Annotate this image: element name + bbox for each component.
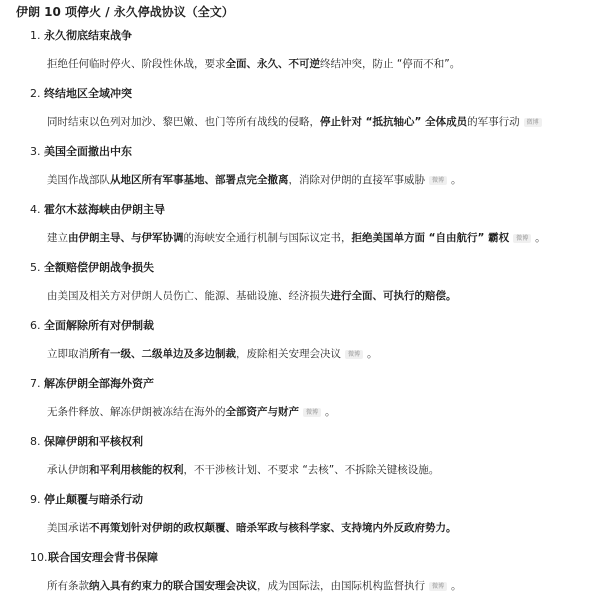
item-body-text: 同时结束以色列对加沙、黎巴嫩、也门等所有战线的侵略， [47, 116, 320, 128]
item-body-bold-text: 全面、永久、不可逆 [225, 58, 320, 70]
item-body-bold-text: 全部资产与财产 [225, 406, 299, 418]
item-heading-text: 霍尔木兹海峡由伊朗主导 [44, 203, 165, 216]
item-heading [30, 551, 586, 565]
item-body-bold-text: 从地区所有军事基地、部署点完全撤离 [110, 174, 289, 186]
item-body-text: ，成为国际法，由国际机构监督执行 [257, 580, 425, 592]
weibo-watermark-badge: 微博 [524, 118, 542, 127]
list-item [16, 203, 586, 245]
weibo-watermark-badge: 微博 [513, 234, 531, 243]
list-item [16, 261, 586, 303]
item-body [47, 57, 586, 71]
item-number: 9. [30, 493, 41, 506]
item-body [47, 405, 586, 419]
list-item [16, 29, 586, 71]
item-body-trailing-punct: 。 [451, 580, 462, 592]
item-heading [30, 493, 586, 507]
list-item [16, 551, 586, 593]
item-body-bold-text: 进行全面、可执行的赔偿。 [330, 290, 457, 302]
weibo-watermark-badge: 微博 [429, 582, 447, 591]
item-body-text: 所有条款 [47, 580, 89, 592]
weibo-watermark-badge: 微博 [303, 408, 321, 417]
item-body-text: 终结冲突，防止 “停而不和”。 [320, 58, 461, 70]
item-body [47, 115, 586, 129]
item-body-text: 美国作战部队 [47, 174, 110, 186]
document-title: 伊朗 10 项停火 / 永久停战协议（全文） [16, 5, 234, 19]
item-number: 6. [30, 319, 41, 332]
item-heading [30, 377, 586, 391]
item-body-bold-text: 不再策划针对伊朗的政权颠覆、暗杀军政与核科学家、支持境内外反政府势力。 [89, 522, 457, 534]
item-body [47, 579, 586, 593]
item-body-text: ，消除对伊朗的直接军事威胁 [288, 174, 425, 186]
item-number: 2. [30, 87, 41, 100]
item-body-text: 的军事行动 [467, 116, 520, 128]
item-heading [30, 261, 586, 275]
item-heading [30, 29, 586, 43]
item-number: 10. [30, 551, 48, 564]
item-heading-text: 全额赔偿伊朗战争损失 [44, 261, 154, 274]
item-heading-text: 美国全面撤出中东 [44, 145, 132, 158]
item-heading [30, 87, 586, 101]
item-body [47, 289, 586, 303]
item-body-text: 承认伊朗 [47, 464, 89, 476]
weibo-watermark-badge: 微博 [345, 350, 363, 359]
item-number: 5. [30, 261, 41, 274]
item-body [47, 231, 586, 245]
item-body-bold-text: 所有一级、二级单边及多边制裁 [89, 348, 236, 360]
item-heading-text: 全面解除所有对伊制裁 [44, 319, 154, 332]
item-body-trailing-punct: 。 [535, 232, 546, 244]
item-body [47, 347, 586, 361]
item-number: 3. [30, 145, 41, 158]
item-body-trailing-punct: 。 [451, 174, 462, 186]
list-item [16, 87, 586, 129]
item-body [47, 521, 586, 535]
item-heading-text: 联合国安理会背书保障 [48, 551, 158, 564]
item-heading-text: 终结地区全域冲突 [44, 87, 132, 100]
item-heading [30, 319, 586, 333]
list-item [16, 319, 586, 361]
list-item [16, 493, 586, 535]
item-number: 4. [30, 203, 41, 216]
item-body-text: 由美国及相关方对伊朗人员伤亡、能源、基础设施、经济损失 [47, 290, 331, 302]
item-body-bold-text: 纳入具有约束力的联合国安理会决议 [89, 580, 257, 592]
item-body-text: 建立 [47, 232, 68, 244]
list-item [16, 145, 586, 187]
item-heading-text: 解冻伊朗全部海外资产 [44, 377, 154, 390]
item-body-text: 拒绝任何临时停火、阶段性休战，要求 [47, 58, 226, 70]
item-body-text: ，废除相关安理会决议 [236, 348, 341, 360]
item-body-text: 美国承诺 [47, 522, 89, 534]
item-list [16, 29, 586, 593]
item-number: 7. [30, 377, 41, 390]
item-body-text: ，不干涉核计划、不要求 “去核”、不拆除关键核设施。 [183, 464, 440, 476]
item-body-bold-text: 拒绝美国单方面 “自由航行” 霸权 [351, 232, 510, 244]
item-heading [30, 203, 586, 217]
item-body-bold-text: 由伊朗主导、与伊军协调 [68, 232, 184, 244]
item-heading-text: 保障伊朗和平核权利 [44, 435, 143, 448]
item-body-trailing-punct: 。 [325, 406, 336, 418]
item-body-text: 无条件释放、解冻伊朗被冻结在海外的 [47, 406, 226, 418]
item-heading-text: 永久彻底结束战争 [44, 29, 132, 42]
weibo-watermark-badge: 微博 [429, 176, 447, 185]
item-body-bold-text: 停止针对 “抵抗轴心” 全体成员 [320, 116, 468, 128]
list-item [16, 435, 586, 477]
item-body [47, 463, 586, 477]
item-heading-text: 停止颠覆与暗杀行动 [44, 493, 143, 506]
item-body-trailing-punct: 。 [367, 348, 378, 360]
item-number: 8. [30, 435, 41, 448]
list-item [16, 377, 586, 419]
item-body-bold-text: 和平利用核能的权利 [89, 464, 184, 476]
item-body-text: 的海峡安全通行机制与国际议定书， [183, 232, 352, 244]
item-heading [30, 435, 586, 449]
item-body [47, 173, 586, 187]
item-heading [30, 145, 586, 159]
item-number: 1. [30, 29, 41, 42]
item-body-text: 立即取消 [47, 348, 89, 360]
